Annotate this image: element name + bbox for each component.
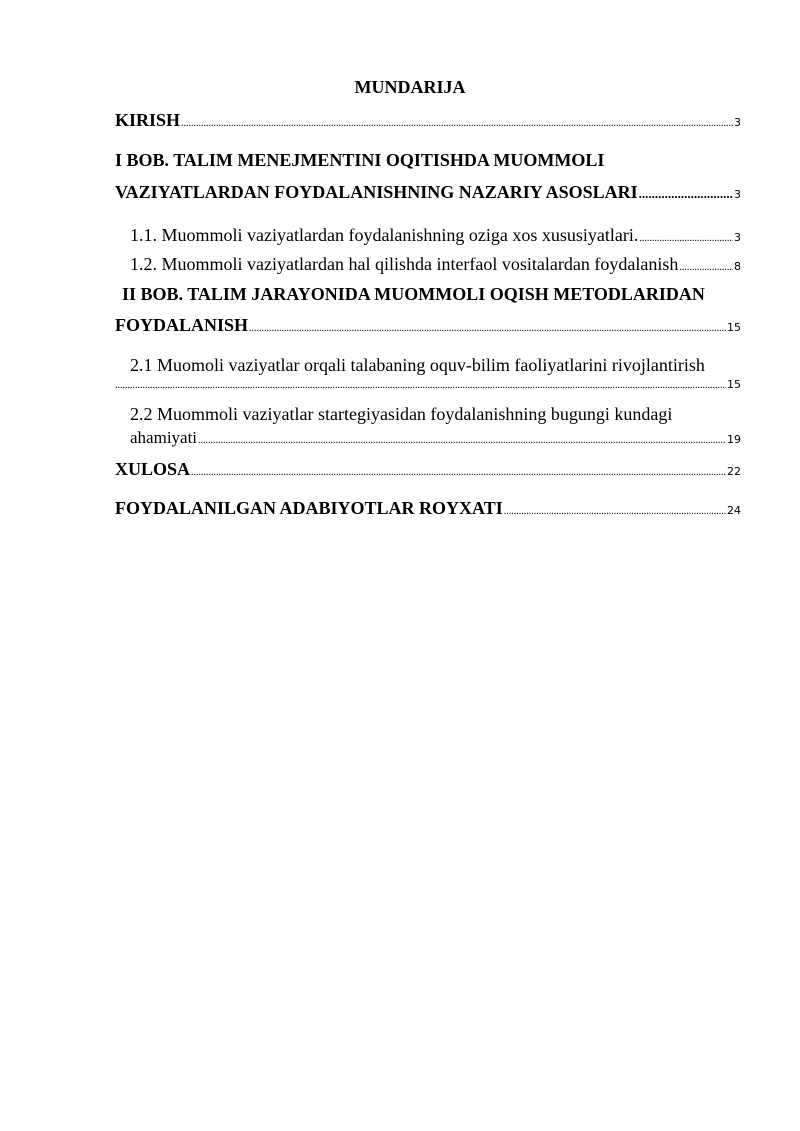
toc-page-number: 3 [734, 116, 741, 129]
toc-entry-1-2[interactable] [130, 254, 741, 275]
toc-entry-kirish[interactable] [115, 110, 741, 131]
toc-page-number: 24 [727, 504, 741, 517]
toc-page-number: 3 [734, 231, 741, 244]
toc-entry-chapter1[interactable] [115, 182, 741, 203]
toc-page-number: 19 [727, 433, 741, 446]
toc-entry-2-2[interactable] [130, 428, 741, 448]
dot-leader [639, 233, 733, 244]
toc-entry-label: FOYDALANILGAN ADABIYOTLAR ROYXATI [115, 498, 503, 518]
toc-entry-1-1[interactable] [130, 225, 741, 246]
toc-entry-chapter2[interactable] [115, 315, 741, 336]
dot-leader [639, 186, 733, 202]
toc-title: MUNDARIJA [354, 77, 466, 97]
dot-leader [198, 435, 726, 446]
dot-leader [181, 118, 733, 129]
dot-leader [115, 380, 726, 391]
toc-entry-label: 1.1. Muommoli vaziyatlardan foydalanishning oziga xos xususiyatlari. [130, 225, 639, 245]
toc-page-number: 15 [727, 321, 741, 334]
toc-entry-label: KIRISH [115, 110, 181, 130]
dot-leader [679, 262, 733, 273]
toc-page-number: 3 [734, 188, 741, 201]
toc-entry-2-1[interactable] [115, 378, 741, 391]
toc-entry-xulosa[interactable] [115, 459, 741, 480]
toc-chapter1-line1[interactable]: I BOB. TALIM MENEJMENTINI OQITISHDA MUOMMOLI [115, 150, 605, 170]
dot-leader [191, 467, 726, 478]
toc-entry-label: XULOSA [115, 459, 191, 479]
toc-entry-2-2-label[interactable]: 2.2 Muommoli vaziyatlar startegiyasidan foydalanishning bugungi kundagi [130, 404, 673, 424]
toc-entry-2-1-label[interactable]: 2.1 Muomoli vaziyatlar orqali talabaning oquv-bilim faoliyatlarini rivojlantirish [130, 355, 705, 375]
toc-page-number: 22 [727, 465, 741, 478]
toc-entry-adabiyotlar[interactable] [115, 498, 741, 519]
toc-page-number: 15 [727, 378, 741, 391]
toc-entry-label: FOYDALANISH [115, 315, 249, 335]
toc-chapter2-line1[interactable]: II BOB. TALIM JARAYONIDA MUOMMOLI OQISH METODLARIDAN [122, 284, 705, 304]
dot-leader [249, 323, 726, 334]
toc-entry-label: ahamiyati [130, 428, 198, 447]
dot-leader [504, 506, 726, 517]
toc-entry-label: VAZIYATLARDAN FOYDALANISHNING NAZARIY ASOSLARI [115, 182, 638, 202]
toc-entry-label: 1.2. Muommoli vaziyatlardan hal qilishda interfaol vositalardan foydalanish [130, 254, 679, 274]
toc-page-number: 8 [734, 260, 741, 273]
